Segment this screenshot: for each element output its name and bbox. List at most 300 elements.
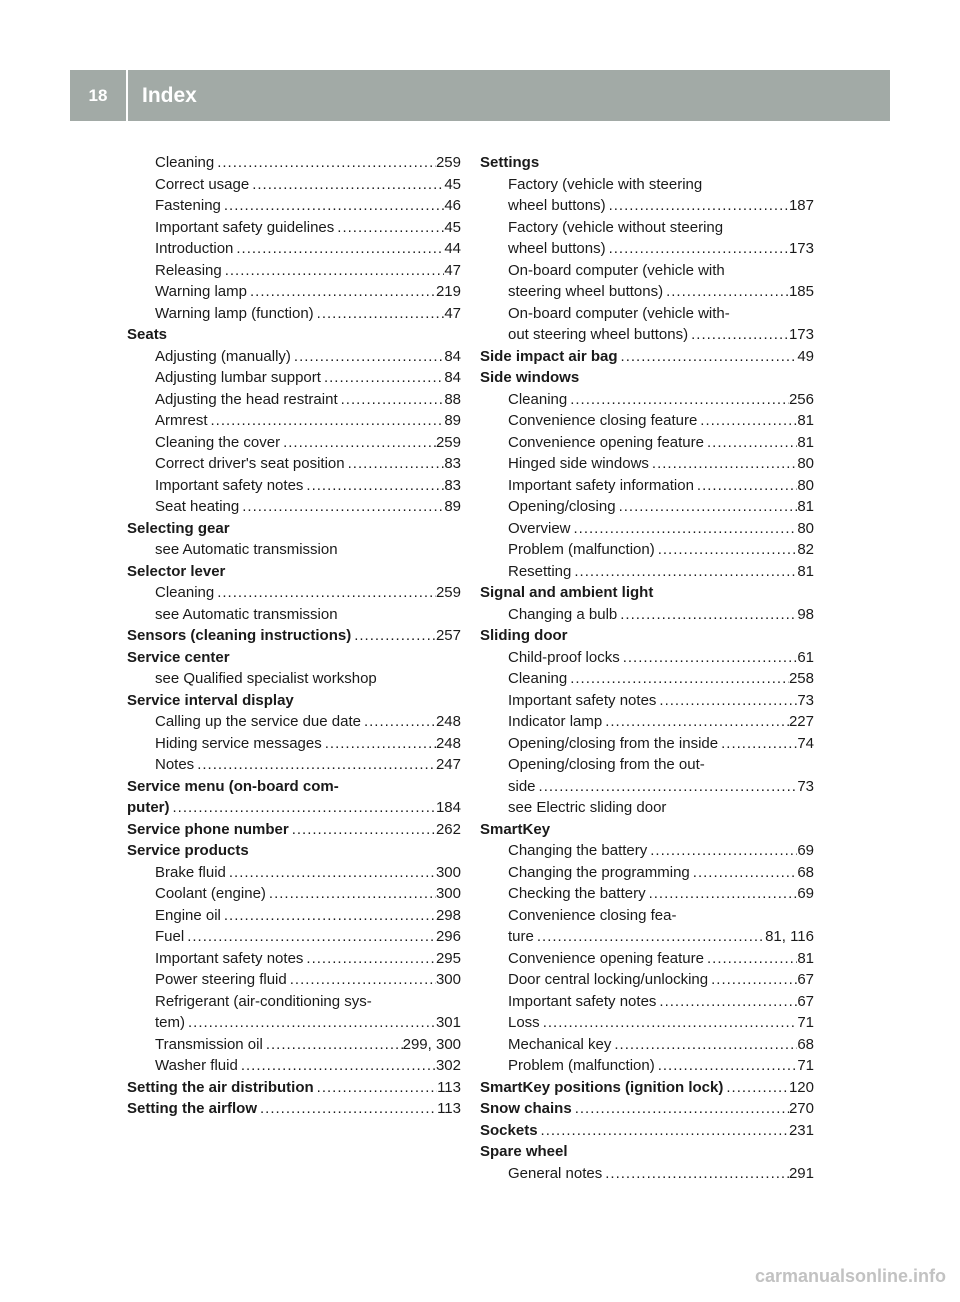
entry-text: Convenience opening feature [508,949,704,967]
leader-dots [694,475,797,497]
entry-text: Side windows [480,369,580,386]
leader-dots [194,754,436,776]
entry-text: puter) [127,799,170,816]
entry-text: Checking the battery [508,885,646,902]
index-column-left [127,152,461,1120]
entry-text: SmartKey positions (ignition lock) [480,1078,724,1096]
page-reference: 73 [797,777,814,795]
leader-dots [534,926,765,948]
entry-text: Service center [127,648,230,666]
entry-text: Child-proof locks [508,648,620,666]
index-heading [480,1098,814,1120]
page-reference: 227 [788,713,814,730]
leader-dots [602,711,789,733]
entry-text: Changing a bulb [508,605,618,623]
index-entry [480,991,814,1013]
index-heading [480,346,814,368]
index-entry [127,152,461,174]
watermark: carmanualsonline.info [754,1266,946,1286]
leader-dots [647,840,797,862]
entry-text: Convenience closing fea- [508,906,677,924]
index-entry [127,926,461,948]
leader-dots [226,862,436,884]
index-entry [480,883,814,905]
entry-text: Spare wheel [480,1143,568,1160]
leader-dots [571,518,798,540]
entry-text: Hiding service messages [155,734,322,752]
index-entry [480,969,814,991]
entry-text: Side impact air bag [480,347,618,365]
page-reference: 291 [788,1164,814,1182]
entry-text: Transmission oil [155,1035,263,1053]
leader-dots [266,883,436,905]
index-entry [480,926,814,948]
entry-text: Service products [127,842,249,859]
index-heading [127,690,461,712]
leader-dots [606,238,789,260]
entry-text: Sensors (cleaning instructions) [127,627,352,644]
entry-text: Hinged side windows [508,455,649,472]
entry-text: Setting the airflow [127,1100,258,1117]
index-entry [127,539,461,561]
entry-text: Important safety notes [155,476,304,494]
entry-text: On-board computer (vehicle with [508,261,725,279]
page-reference: 173 [788,240,814,257]
page-reference: 248 [435,713,461,730]
page-reference: 45 [444,175,461,193]
entry-text: Signal and ambient light [480,584,654,601]
leader-dots [602,1163,789,1185]
index-entry [480,1055,814,1077]
entry-text: On-board computer (vehicle with- [508,304,730,322]
index-entry [127,281,461,303]
page-reference: 44 [444,240,461,257]
entry-text: Armrest [155,412,208,429]
index-entry [127,496,461,518]
index-entry [127,991,461,1013]
index-entry [480,948,814,970]
page-reference: 81 [797,412,814,429]
leader-dots [540,1012,798,1034]
leader-dots [287,969,436,991]
page-reference: 256 [788,390,814,408]
index-entry [480,410,814,432]
entry-text: Selector lever [127,562,226,580]
index-entry [480,303,814,325]
index-heading [480,625,814,647]
index-entry [127,367,461,389]
leader-dots [291,346,444,368]
page-reference: 68 [797,863,814,881]
entry-text: see Automatic transmission [155,605,338,623]
index-entry [127,346,461,368]
page-reference: 301 [435,1014,461,1031]
entry-text: Fastening [155,197,221,214]
index-entry [127,195,461,217]
entry-text: Factory (vehicle without steering [508,218,724,236]
page-reference: 73 [797,691,814,709]
entry-text: Service menu (on-board com- [127,777,339,795]
leader-dots [238,1055,436,1077]
entry-text: out steering wheel buttons) [508,326,689,343]
leader-dots [361,711,436,733]
index-entry [127,260,461,282]
entry-text: see Electric sliding door [508,799,667,816]
entry-text: Releasing [155,261,222,279]
entry-text: Seats [127,326,168,343]
page-number: 18 [88,85,108,105]
entry-text: Changing the battery [508,842,648,859]
index-entry [480,281,814,303]
entry-text: Opening/closing from the inside [508,734,719,752]
leader-dots [303,948,436,970]
page-reference: 259 [435,584,461,601]
leader-dots [322,733,436,755]
index-column-right [480,152,814,1184]
index-entry [480,776,814,798]
index-heading [127,776,461,798]
entry-text: Setting the air distribution [127,1078,314,1096]
leader-dots [214,582,436,604]
entry-text: Opening/closing [508,498,616,515]
index-entry [480,518,814,540]
page-reference: 259 [435,154,461,171]
page-reference: 300 [435,863,461,881]
index-heading [127,324,461,346]
page-reference: 81 [797,562,814,580]
entry-text: Sockets [480,1121,538,1139]
entry-text: Cleaning [155,584,215,601]
entry-text: Changing the programming [508,863,690,881]
page-reference: 98 [797,605,814,623]
entry-text: wheel buttons) [508,197,606,214]
index-entry [127,754,461,776]
index-entry [480,475,814,497]
entry-text: steering wheel buttons) [508,283,664,300]
index-entry [480,668,814,690]
leader-dots [536,776,798,798]
index-heading [127,518,461,540]
entry-text: Adjusting (manually) [155,347,291,365]
index-entry [480,324,814,346]
index-entry [480,754,814,776]
entry-text: Cleaning [508,670,568,687]
page-reference: 120 [788,1078,814,1096]
leader-dots [655,539,798,561]
page-reference: 61 [797,648,814,666]
page-reference: 81 [797,433,814,451]
index-entry [480,797,814,819]
page-reference: 47 [444,261,461,279]
entry-text: Sliding door [480,627,568,644]
index-heading [127,1077,461,1099]
entry-text: Power steering fluid [155,971,287,988]
index-heading [127,625,461,647]
entry-text: SmartKey [480,820,551,838]
index-heading [480,1120,814,1142]
entry-text: Washer fluid [155,1057,238,1074]
index-entry [480,1012,814,1034]
page-reference: 298 [435,906,461,924]
page-reference: 300 [435,885,461,902]
entry-text: Cleaning [508,390,568,408]
header-divider [126,70,128,121]
index-heading [480,1141,814,1163]
index-entry [480,1034,814,1056]
page-reference: 113 [437,1078,461,1096]
entry-text: see Qualified specialist workshop [155,670,377,687]
index-entry [480,238,814,260]
index-entry [127,1055,461,1077]
index-entry [480,862,814,884]
entry-text: Overview [508,519,571,537]
index-entry [480,496,814,518]
leader-dots [249,174,444,196]
leader-dots [646,883,798,905]
page-header [70,70,890,121]
leader-dots [697,410,797,432]
leader-dots [618,346,798,368]
entry-text: Adjusting the head restraint [155,390,338,408]
page-reference: 82 [797,541,814,558]
entry-text: Engine oil [155,906,221,924]
entry-text: Fuel [155,928,185,945]
page-reference: 83 [444,455,461,472]
page-reference: 187 [788,197,814,214]
section-title: Index [142,83,197,107]
page-reference: 302 [435,1057,461,1074]
entry-text: wheel buttons) [508,240,606,257]
page-reference: 69 [797,842,814,859]
page-reference: 257 [435,627,461,644]
entry-text: Warning lamp (function) [155,304,314,322]
leader-dots [314,303,445,325]
index-heading [127,819,461,841]
leader-dots [233,238,444,260]
page-reference: 247 [435,756,461,773]
index-entry [480,539,814,561]
entry-text: Important safety notes [508,992,657,1010]
leader-dots [656,690,797,712]
index-entry [127,1034,461,1056]
leader-dots [690,862,798,884]
index-entry [127,389,461,411]
index-entry [480,690,814,712]
index-heading [480,582,814,604]
index-entry [480,733,814,755]
leader-dots [606,195,789,217]
page-reference: 69 [797,885,814,902]
index-entry [127,475,461,497]
entry-text: Settings [480,154,540,171]
index-entry [480,905,814,927]
page-reference: 231 [788,1121,814,1139]
entry-text: Service phone number [127,820,289,838]
index-entry [127,410,461,432]
index-heading [127,561,461,583]
entry-text: see Automatic transmission [155,541,338,558]
entry-text: Warning lamp [155,283,247,300]
page-reference: 89 [444,412,461,429]
entry-text: Coolant (engine) [155,885,266,902]
leader-dots [655,1055,798,1077]
index-entry [480,604,814,626]
leader-dots [538,1120,789,1142]
index-entry [127,905,461,927]
index-entry [127,303,461,325]
index-heading [127,647,461,669]
page-reference: 270 [788,1100,814,1117]
page-reference: 219 [435,283,461,300]
entry-text: Cleaning the cover [155,433,281,451]
page-reference: 299, 300 [402,1035,461,1053]
page-reference: 259 [435,433,461,451]
leader-dots [351,625,436,647]
index-entry [480,647,814,669]
index-heading [480,367,814,389]
page-reference: 248 [435,734,461,752]
page-reference: 84 [444,369,461,386]
page-reference: 81, 116 [765,928,814,945]
index-heading [480,819,814,841]
index-heading [127,840,461,862]
index-entry [480,389,814,411]
leader-dots [567,389,789,411]
page-reference: 71 [797,1014,814,1031]
entry-text: Calling up the service due date [155,713,361,730]
page-reference: 89 [444,498,461,515]
leader-dots [214,152,436,174]
page-reference: 74 [797,734,814,752]
index-entry [480,432,814,454]
leader-dots [303,475,444,497]
leader-dots [708,969,797,991]
page-reference: 295 [435,949,461,967]
leader-dots [345,453,445,475]
entry-text: Important safety information [508,476,694,494]
leader-dots [239,496,444,518]
index-entry [480,840,814,862]
leader-dots [263,1034,403,1056]
entry-text: Convenience opening feature [508,433,704,451]
leader-dots [185,1012,436,1034]
entry-text: Correct driver's seat position [155,455,345,472]
index-entry [480,217,814,239]
index-entry [127,733,461,755]
entry-text: Selecting gear [127,519,230,537]
page-reference: 88 [444,390,461,408]
page-reference: 262 [435,820,461,838]
entry-text: ture [508,928,534,945]
leader-dots [321,367,444,389]
index-entry [127,969,461,991]
entry-text: Loss [508,1014,540,1031]
entry-text: Refrigerant (air-conditioning sys- [155,992,372,1010]
entry-text: Convenience closing feature [508,412,698,429]
page-reference: 173 [788,326,814,343]
page-reference: 113 [437,1100,461,1117]
index-entry [127,862,461,884]
page-reference: 49 [797,347,814,365]
leader-dots [572,1098,789,1120]
leader-dots [289,819,436,841]
entry-text: Opening/closing from the out- [508,756,705,773]
index-entry [127,668,461,690]
leader-dots [247,281,436,303]
index-entry [127,883,461,905]
entry-text: Cleaning [155,154,215,171]
entry-text: Notes [155,756,195,773]
index-heading [480,152,814,174]
entry-text: Resetting [508,562,572,580]
index-entry [127,604,461,626]
page-reference: 71 [797,1057,814,1074]
page-reference: 46 [444,197,461,214]
leader-dots [338,389,445,411]
entry-text: Brake fluid [155,863,226,881]
index-entry [127,217,461,239]
index-entry [480,1163,814,1185]
page-reference: 81 [797,498,814,515]
leader-dots [170,797,436,819]
index-entry [127,711,461,733]
entry-text: Factory (vehicle with steering [508,175,703,193]
entry-text: tem) [155,1014,185,1031]
leader-dots [620,647,798,669]
index-entry [480,711,814,733]
index-entry [480,453,814,475]
page-reference: 296 [435,928,461,945]
page-reference: 81 [797,949,814,967]
leader-dots [704,432,797,454]
index-entry [127,453,461,475]
index-heading [127,797,461,819]
leader-dots [688,324,789,346]
leader-dots [656,991,797,1013]
page-reference: 185 [788,283,814,300]
index-entry [480,174,814,196]
page-reference: 258 [788,670,814,687]
entry-text: Problem (malfunction) [508,1057,655,1074]
leader-dots [723,1077,789,1099]
page-reference: 68 [797,1035,814,1053]
leader-dots [718,733,797,755]
leader-dots [611,1034,797,1056]
leader-dots [280,432,436,454]
index-heading [480,1077,814,1099]
index-entry [127,432,461,454]
page-reference: 67 [797,971,814,988]
leader-dots [663,281,789,303]
entry-text: Snow chains [480,1100,572,1117]
index-entry [480,561,814,583]
leader-dots [257,1098,437,1120]
leader-dots [649,453,797,475]
leader-dots [221,905,436,927]
leader-dots [704,948,797,970]
leader-dots [616,496,798,518]
page-reference: 67 [797,992,814,1010]
index-entry [127,238,461,260]
index-entry [127,948,461,970]
page-reference: 80 [797,519,814,537]
page-reference: 80 [797,476,814,494]
page-reference: 83 [444,476,461,494]
entry-text: Door central locking/unlocking [508,971,709,988]
page-reference: 47 [444,304,461,322]
page-reference: 184 [435,799,461,816]
leader-dots [221,195,444,217]
